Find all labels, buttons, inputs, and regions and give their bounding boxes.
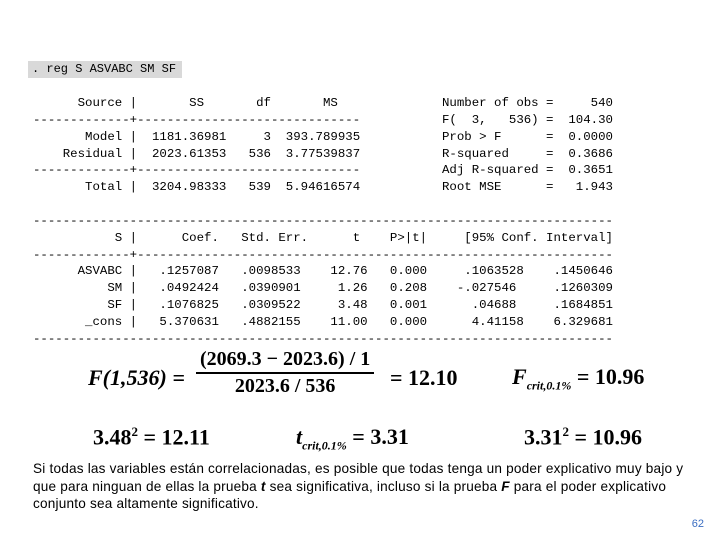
- output-line: ------------------------------------------------------------------------------: [33, 331, 613, 346]
- output-line: [33, 196, 613, 213]
- sq2-value: = 10.96: [569, 424, 643, 450]
- note-text-1: Si todas las variables están correlacionadas, es posible que todas tenga un poder explicativo muy bajo y que para ninguan de ellas la prueba: [33, 461, 684, 494]
- page-number: 62: [691, 518, 704, 530]
- output-line: -------------+------------------------------ Adj R-squared = 0.3651: [33, 163, 613, 178]
- note-text-2: sea significativa, incluso si la prueba: [265, 478, 502, 494]
- t-squared-equation-1: [93, 424, 210, 450]
- note-t: t: [260, 478, 266, 494]
- tcrit-subscript: crit,0.1%: [302, 438, 347, 453]
- stata-command: . reg S ASVABC SM SF: [28, 61, 182, 78]
- fcrit-symbol: F: [512, 364, 527, 389]
- output-line: Model | 1181.36981 3 393.789935 Prob > F = 0.0000: [33, 129, 613, 144]
- f-result: = 12.10: [390, 365, 458, 390]
- output-line: ------------------------------------------------------------------------------: [33, 213, 613, 228]
- output-line: -------------+------------------------------ F( 3, 536) = 104.30: [33, 112, 613, 127]
- sq1-base: 3.48: [93, 424, 132, 450]
- fcrit-value: = 10.96: [576, 364, 645, 389]
- sq1-value: = 12.11: [138, 424, 210, 450]
- f-lhs: F(1,536) =: [88, 365, 185, 390]
- f-denominator: 2023.6 / 536: [234, 375, 336, 397]
- f-critical-equation: [512, 364, 644, 393]
- t-squared-equation-2: [524, 424, 642, 450]
- output-line: _cons | 5.370631 .4882155 11.00 0.000 4.41158 6.329681: [33, 314, 613, 329]
- note-F: F: [501, 478, 510, 494]
- t-critical-equation: [296, 424, 409, 453]
- output-line: -------------+----------------------------------------------------------------: [33, 247, 613, 262]
- output-line: SF | .1076825 .0309522 3.48 0.001 .04688 .1684851: [33, 298, 613, 313]
- output-line: SM | .0492424 .0390901 1.26 0.208 -.027546 .1260309: [33, 281, 613, 296]
- tcrit-symbol: t: [296, 424, 303, 449]
- fcrit-subscript: crit,0.1%: [526, 378, 572, 393]
- f-statistic-equation: [88, 348, 488, 410]
- sq2-base: 3.31: [524, 424, 563, 450]
- output-line: Total | 3204.98333 539 5.94616574 Root MSE = 1.943: [33, 180, 613, 195]
- output-line: ASVABC | .1257087 .0098533 12.76 0.000 .1063528 .1450646: [33, 264, 613, 279]
- output-line: S | Coef. Std. Err. t P>|t| [95% Conf. Interval]: [33, 230, 613, 245]
- output-line: Residual | 2023.61353 536 3.77539837 R-squared = 0.3686: [33, 146, 613, 161]
- regression-output: [33, 95, 613, 348]
- f-numerator: (2069.3 − 2023.6) / 1: [196, 348, 374, 374]
- tcrit-value: = 3.31: [346, 424, 409, 449]
- output-line: Source | SS df MS Number of obs = 540: [33, 96, 613, 110]
- f-fraction: [196, 348, 374, 398]
- note-text-3: para el poder explicativo conjunto sea altamente significativo.: [33, 478, 667, 511]
- sq2-exponent: 2: [562, 424, 569, 439]
- explanatory-note: [33, 460, 693, 513]
- sq1-exponent: 2: [131, 424, 138, 439]
